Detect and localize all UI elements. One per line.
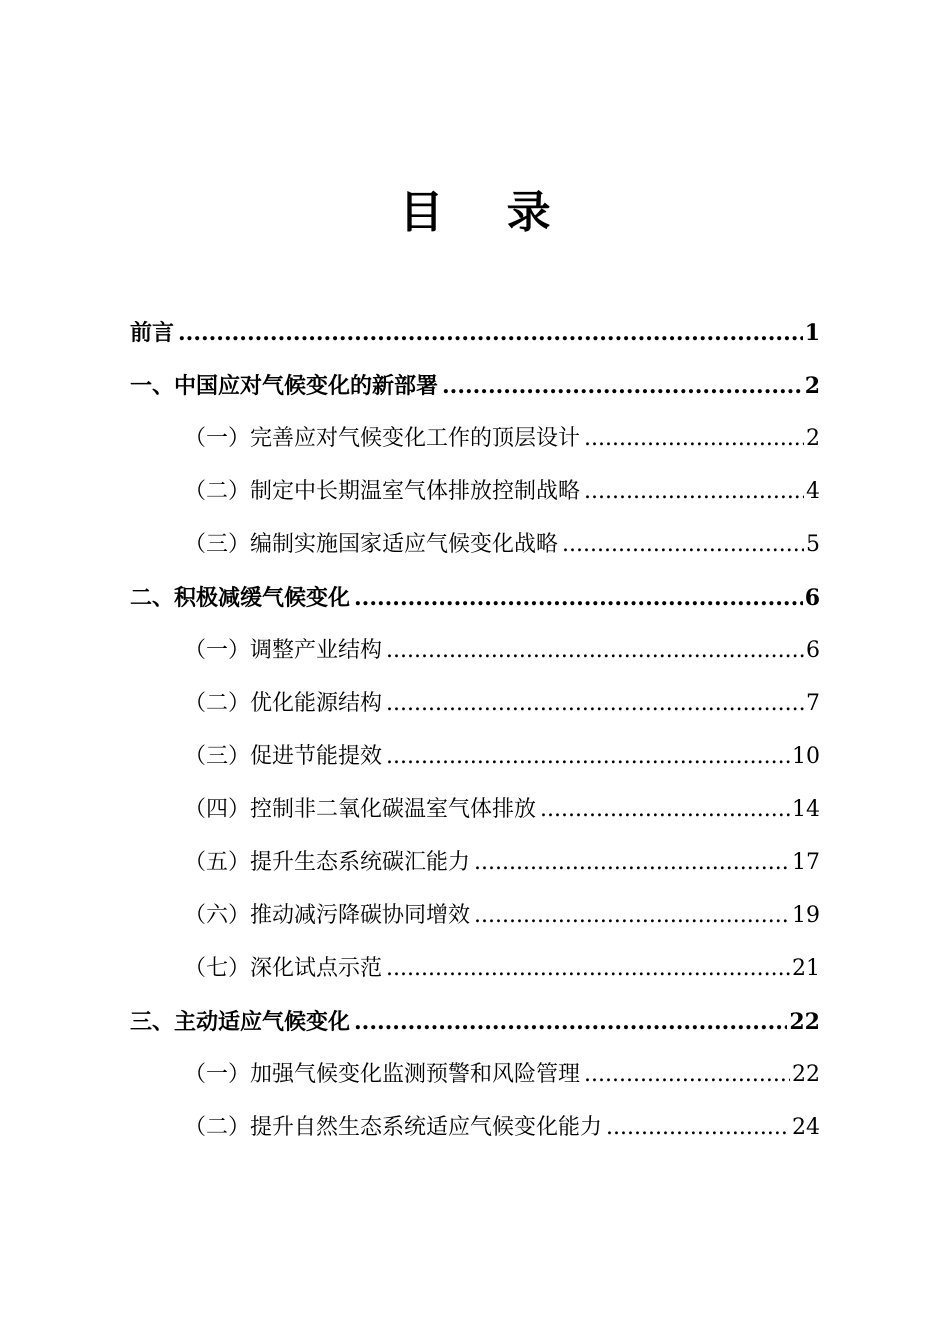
toc-dot-leader xyxy=(584,472,804,512)
toc-entry-label: （六）推动减污降碳协同增效 xyxy=(184,903,471,928)
toc-entry-section-1-2[interactable] xyxy=(184,472,820,512)
toc-entry-label: 三、主动适应气候变化 xyxy=(130,1009,351,1035)
toc-entry-page: 14 xyxy=(792,797,820,822)
toc-entry-label: （一）加强气候变化监测预警和风险管理 xyxy=(184,1062,581,1087)
toc-entry-label: （二）提升自然生态系统适应气候变化能力 xyxy=(184,1115,603,1140)
toc-entry-label: （二）优化能源结构 xyxy=(184,691,383,716)
toc-entry-section-2-2[interactable] xyxy=(184,684,820,724)
toc-dot-leader xyxy=(540,790,790,830)
toc-title: 目 录 xyxy=(399,187,575,238)
toc-entry-chapter-3[interactable] xyxy=(130,1002,820,1042)
toc-entry-page: 19 xyxy=(792,903,820,928)
toc-entry-label: 一、中国应对气候变化的新部署 xyxy=(130,373,439,399)
toc-entry-label: （三）编制实施国家适应气候变化战略 xyxy=(184,532,559,557)
toc-entry-page: 24 xyxy=(792,1115,820,1140)
toc-dot-leader xyxy=(354,578,803,618)
toc-entry-label: 前言 xyxy=(130,320,175,346)
toc-entry-page: 4 xyxy=(806,479,820,504)
toc-entry-chapter-1[interactable] xyxy=(130,366,820,406)
toc-entry-label: （一）完善应对气候变化工作的顶层设计 xyxy=(184,426,581,451)
toc-dot-leader xyxy=(606,1108,790,1148)
toc-entry-page: 2 xyxy=(806,426,820,451)
toc-entry-page: 1 xyxy=(804,320,820,346)
toc-entry-section-3-1[interactable] xyxy=(184,1055,820,1095)
toc-entry-label: （五）提升生态系统碳汇能力 xyxy=(184,850,471,875)
toc-entry-page: 6 xyxy=(804,585,820,611)
toc-dot-leader xyxy=(584,419,804,459)
toc-dot-leader xyxy=(562,525,804,565)
toc-entry-label: （四）控制非二氧化碳温室气体排放 xyxy=(184,797,537,822)
toc-dot-leader xyxy=(386,949,790,989)
toc-entry-section-1-1[interactable] xyxy=(184,419,820,459)
toc-entry-page: 22 xyxy=(789,1009,820,1035)
toc-dot-leader xyxy=(474,843,790,883)
toc-entry-section-2-6[interactable] xyxy=(184,896,820,936)
toc-dot-leader xyxy=(386,737,790,777)
toc-entry-page: 21 xyxy=(792,956,820,981)
toc-entry-section-2-3[interactable] xyxy=(184,737,820,777)
toc-dot-leader xyxy=(386,684,804,724)
toc-dot-leader xyxy=(442,366,803,406)
toc-entry-page: 10 xyxy=(792,744,820,769)
toc-entry-section-2-1[interactable] xyxy=(184,631,820,671)
toc-entry-label: （一）调整产业结构 xyxy=(184,638,383,663)
toc-dot-leader xyxy=(474,896,790,936)
toc-dot-leader xyxy=(178,313,803,353)
toc-entry-page: 17 xyxy=(792,850,820,875)
toc-entry-section-2-7[interactable] xyxy=(184,949,820,989)
toc-entry-section-1-3[interactable] xyxy=(184,525,820,565)
toc-dot-leader xyxy=(354,1002,787,1042)
toc-dot-leader xyxy=(584,1055,790,1095)
toc-entry-page: 2 xyxy=(804,373,820,399)
toc-entry-chapter-2[interactable] xyxy=(130,578,820,618)
toc-entry-section-2-5[interactable] xyxy=(184,843,820,883)
toc-entry-label: （七）深化试点示范 xyxy=(184,956,383,981)
toc-dot-leader xyxy=(386,631,804,671)
toc-entry-page: 6 xyxy=(806,638,820,663)
toc-entry-page: 7 xyxy=(806,691,820,716)
toc-entry-preface[interactable] xyxy=(130,313,820,353)
toc-entry-label: （三）促进节能提效 xyxy=(184,744,383,769)
toc-entry-label: 二、积极减缓气候变化 xyxy=(130,585,351,611)
toc-entry-page: 5 xyxy=(806,532,820,557)
toc-entry-page: 22 xyxy=(792,1062,820,1087)
toc-entry-section-3-2[interactable] xyxy=(184,1108,820,1148)
toc-entry-label: （二）制定中长期温室气体排放控制战略 xyxy=(184,479,581,504)
toc-entry-section-2-4[interactable] xyxy=(184,790,820,830)
